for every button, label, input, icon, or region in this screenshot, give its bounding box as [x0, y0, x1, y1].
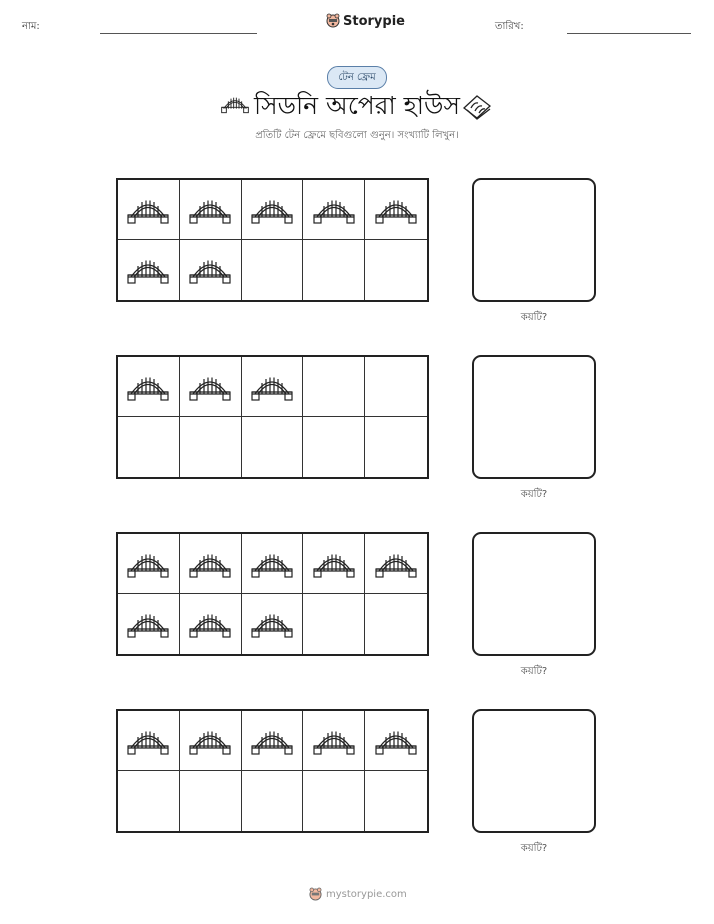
- frame-cell: [365, 771, 427, 831]
- name-label: নাম:: [22, 21, 40, 32]
- answer-box-4[interactable]: [472, 709, 596, 833]
- date-label: তারিখ:: [495, 21, 524, 32]
- frame-cell: [180, 534, 242, 594]
- storypie-mascot-icon: [326, 13, 340, 29]
- frame-cell: [303, 711, 365, 771]
- frame-cell: [180, 357, 242, 417]
- frame-cell: [242, 357, 304, 417]
- frame-cell: [365, 417, 427, 477]
- harbour-bridge-icon: [313, 195, 355, 225]
- instructions: প্রতিটি টেন ফ্রেমে ছবিগুলো গুনুন। সংখ্যাটি লিখুন।: [255, 130, 459, 141]
- frame-cell: [118, 357, 180, 417]
- harbour-bridge-icon: [251, 726, 293, 756]
- opera-house-icon: [461, 92, 493, 122]
- frame-cell: [303, 594, 365, 654]
- frame-cell: [365, 357, 427, 417]
- answer-label-3: কয়টি?: [520, 666, 548, 677]
- answer-box-3[interactable]: [472, 532, 596, 656]
- ten-frame-3: [116, 532, 429, 656]
- frame-cell: [242, 594, 304, 654]
- harbour-bridge-icon: [127, 372, 169, 402]
- harbour-bridge-icon: [251, 549, 293, 579]
- frame-cell: [242, 417, 304, 477]
- ten-frame-4: [116, 709, 429, 833]
- frame-cell: [118, 240, 180, 300]
- name-field[interactable]: [100, 33, 257, 34]
- worksheet-type-badge: টেন ফ্রেম: [327, 66, 387, 89]
- frame-cell: [242, 771, 304, 831]
- answer-box-1[interactable]: [472, 178, 596, 302]
- frame-cell: [118, 534, 180, 594]
- harbour-bridge-icon: [251, 372, 293, 402]
- harbour-bridge-icon: [189, 549, 231, 579]
- harbour-bridge-icon: [375, 726, 417, 756]
- frame-cell: [118, 711, 180, 771]
- harbour-bridge-icon: [189, 255, 231, 285]
- frame-cell: [180, 240, 242, 300]
- ten-frame-2: [116, 355, 429, 479]
- harbour-bridge-icon: [313, 726, 355, 756]
- frame-cell: [180, 771, 242, 831]
- harbour-bridge-icon: [127, 255, 169, 285]
- frame-cell: [303, 417, 365, 477]
- frame-cell: [365, 711, 427, 771]
- frame-cell: [365, 534, 427, 594]
- ten-frame-1: [116, 178, 429, 302]
- frame-cell: [303, 240, 365, 300]
- frame-cell: [118, 771, 180, 831]
- footer-url: mystorypie.com: [326, 889, 407, 900]
- frame-cell: [365, 180, 427, 240]
- harbour-bridge-icon: [189, 609, 231, 639]
- frame-cell: [180, 180, 242, 240]
- harbour-bridge-icon: [127, 726, 169, 756]
- answer-box-2[interactable]: [472, 355, 596, 479]
- harbour-bridge-icon: [189, 195, 231, 225]
- answer-label-4: কয়টি?: [520, 843, 548, 854]
- frame-cell: [303, 180, 365, 240]
- harbour-bridge-icon: [127, 609, 169, 639]
- frame-cell: [118, 594, 180, 654]
- brand-logo: [326, 13, 405, 29]
- frame-cell: [303, 771, 365, 831]
- harbour-bridge-icon: [127, 195, 169, 225]
- frame-cell: [180, 417, 242, 477]
- frame-cell: [365, 594, 427, 654]
- frame-cell: [180, 711, 242, 771]
- storypie-mascot-icon: [309, 887, 322, 902]
- frame-cell: [118, 417, 180, 477]
- frame-cell: [180, 594, 242, 654]
- date-field[interactable]: [567, 33, 691, 34]
- frame-cell: [365, 240, 427, 300]
- frame-cell: [242, 240, 304, 300]
- harbour-bridge-icon: [189, 372, 231, 402]
- harbour-bridge-icon: [189, 726, 231, 756]
- answer-label-2: কয়টি?: [520, 489, 548, 500]
- frame-cell: [303, 534, 365, 594]
- harbour-bridge-icon: [127, 549, 169, 579]
- harbour-bridge-icon: [375, 195, 417, 225]
- harbour-bridge-icon: [313, 549, 355, 579]
- frame-cell: [242, 180, 304, 240]
- answer-label-1: কয়টি?: [520, 312, 548, 323]
- frame-cell: [118, 180, 180, 240]
- frame-cell: [303, 357, 365, 417]
- harbour-bridge-icon: [375, 549, 417, 579]
- harbour-bridge-icon: [251, 609, 293, 639]
- frame-cell: [242, 711, 304, 771]
- footer: [309, 887, 407, 902]
- brand-name: Storypie: [343, 13, 405, 29]
- harbour-bridge-icon: [251, 195, 293, 225]
- page-title: সিডনি অপেরা হাউস: [253, 91, 461, 120]
- frame-cell: [242, 534, 304, 594]
